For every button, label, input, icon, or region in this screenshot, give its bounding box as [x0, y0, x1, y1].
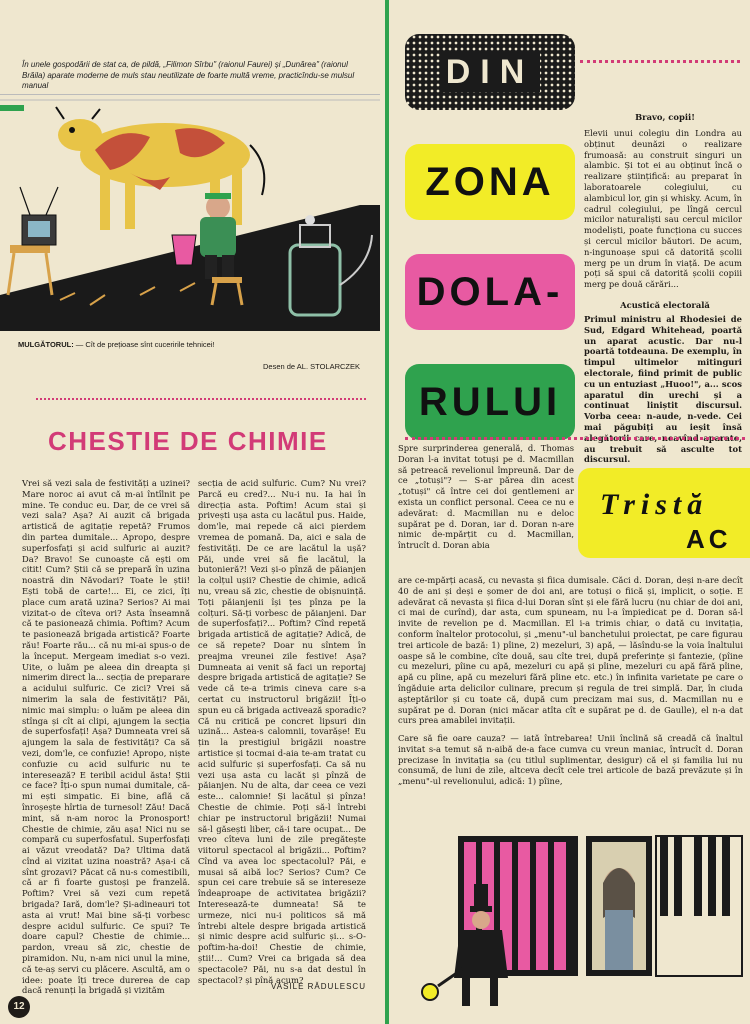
title-dotted-rule	[36, 398, 366, 400]
story-paragraph-2: are ce-mpărți acasă, cu nevasta și fiica dumisale. Căci d. Doran, deși n-are decît 40 de ani și deși e șomer de doi ani, are totuși o fiică și, implicit, o soție. E adevărat că nevasta și fiica d-lui Doran sînt și ele fără lucru (nu chiar de doi ani, ci mai de curînd), dar asta, cum spuneam, nu l-a împiedicat pe d. Doran să-l invite de revelion pe d. Macmillan. El i-a trimis chiar, o dată cu invitația, conform înaltelor protocolui, și „menu"-ul banchetului proiectat, pe care figurau trei articole de bază: 1) pîine, 2) mezeluri, 3) apă, — lăsîndu-se la voia înaltului oaspe să le combine, cîte două, sau cîte trei, după preferințe și fantezie, (pîine cu mezeluri, pîine cu apă, mezeluri cu apă și pîine, mezeluri cu apă fără pîine, apă cu pîine, apă cu mezeluri fără pîine etc. etc.) în infinita varietate pe care o îngăduie arta delicilor culinare, precum și regula de trei simplă. Dar, în ciuda așteptărilor și cu toate că, după cum precizam mai sus, d. Macmillan nu e supărat pe d. Doran (nici măcar atîta cît e supărat pe d. de Gaulle), el n-a dat curs prea amabilei invitații.	[398, 575, 743, 726]
story-title-2: AC	[686, 524, 732, 554]
story-paragraph-3: Care să fie oare cauza? — iată întrebarea! Unii înclină să creadă că înaltul invitat s-a temut să n-aibă de-a face cumva cu vreun maniac, întrucît d. Doran precizase în invitația sa (cu titlul suplimentar, desigur) că el și familia lui nu consumă, de luni de zile, altceva decît cele trei articole de bază prevăzute și în „menu"-ul revelionului, adică: 1) pîine,	[398, 733, 743, 787]
cartoon-caption-label: MULGĂTORUL:	[18, 340, 74, 349]
artist-credit: Desen de AL. STOLARCZEK	[263, 362, 360, 371]
column-divider	[385, 0, 389, 1024]
rubric-line-2: ZONA	[425, 159, 555, 204]
acustica-heading: Acustică electorală	[620, 300, 710, 310]
milking-cartoon-image	[0, 95, 380, 331]
rubric-dotted-rule	[580, 60, 740, 63]
story-dotted-rule	[405, 437, 745, 440]
page-number: 12	[8, 996, 30, 1018]
rubric-line-3: DOLA-	[416, 269, 564, 314]
cartoon-caption	[18, 340, 358, 350]
cartoon-caption-text: — Cît de prețioase sînt cuceririle tehnicei!	[75, 340, 215, 349]
bravo-text: Elevii unui colegiu din Londra au obținut deunăzi o realizare frumoasă: au construit singuri un alambic. Și tot ei au obținut încă o realizare științifică: au preparat în laboratoarele colegiului, cu alambicul lor, gin și whisky. Acum, în cadrul colegiului, pe lîngă cercul micilor naturaliști sau cercul micilor modeliști, poate funcționa cu succes și cercul micilor băutori. De acum, n-ingunoașe spui că datorită școlii merg pe un drum în viață. De acum poți să spui că datorită școlii copiii merg pe două cărări...	[584, 128, 742, 290]
rubric-title	[405, 34, 580, 464]
article-title: CHESTIE DE CHIMIE	[48, 426, 328, 456]
bravo-heading: Bravo, copii!	[635, 112, 695, 122]
story-illustration	[398, 818, 743, 1018]
cartoon-illustration	[0, 94, 380, 330]
cartoon-top-caption: În unele gospodării de stat ca, de pildă, „Filimon Sîrbu" (raionul Faurei) și „Dunărea" (raionul Brăila) aparate moderne de muls stau neutilizate de foarte multă vreme, practicîndu-se mulsul manual	[22, 60, 355, 90]
article-author: VASILE RĂDULESCU	[271, 982, 366, 991]
rubric-block-rului	[405, 364, 575, 440]
story-paragraph-1: Spre surprinderea generală, d. Thomas Doran l-a invitat totuși pe d. Macmillan să petreacă revelionul împreună. Dar de ce „totuși"? — S-ar părea din acest „totuși" că între cei doi gentlemeni ar exista un conflict personal. Ceea ce nu e adevărat: d. Macmillan nu e deloc supărat pe d. Doran, iar d. Doran n-are nimic de-mpărțit cu d. Macmillan, întrucît d. Doran abia	[398, 443, 574, 551]
acustica-text: Primul ministru al Rhodesiei de Sud, Edgard Whitehead, poartă un aparat acustic. Dar nu-l poartă totdeauna. De exemplu, în timpul ultimelor mitinguri electorale, fiind primit de public cu un entuziast „Huoo!", a... scos aparatul din urechi și a continuat liniștit discursul. Vorba ceea: n-aude, n-vede. Cei mai păgubiți au ieșit însă alegătorii care, neavînd aparate, au trebuit să asculte tot discursul.	[584, 314, 742, 465]
rubric-block-zona	[405, 144, 575, 220]
rubric-block-dola	[405, 254, 575, 330]
banquet-illustration-image	[398, 818, 743, 1018]
article-column-2: secția de acid sulfuric. Cum? Nu vrei? Parcă eu cred?... Nu-i nu. Ia hai în direcția asta. Poftim! Acum stai și privești ușa asta cu lacătul pus. Haide, dom'le, mai repede că aici pierdem vremea de pomană. Da, aici e sala de festivități. De ce are lacătul la ușă? Păi, unde vrei să fie lacătul, la butonieră?! Vezi și-o pînză de păianjen la colțul ușii? Chestie de chimie, adică nu, vreau să zic, chestie de obișnuință. Toți păianjenii își țes pînza pe la colțuri. Să-ți vorbesc de păianjeni. Dar de superfosfați?... Poftim? Cînd repetă brigada artistică de agitație? Adică, de ce să repete? Doar nu sîntem în preajma vreunei zile festive! Așa? Dumneata ai venit să faci un reportaj despre brigada artistică de agitație? Se vede că te-a trimis cineva care s-a certat cu instructorul brigăzii! Îți-o spun eu că brigada activează sporadic? Că nu critică pe concret lipsuri din uzină... Astea-s calomnii, tovarășe! Eu țin la prestigiul brigăzii noastre artistice și tocmai d-aia te-am tratat cu acid sulfuric și superfosfați. Ca să nu vezi ușa asta cu lacăt și pînză de păianjen. Nu de alta, dar ceea ce vezi este... calomnie! Și lacătul și pînza! Chestie de chimie. Poți să-l întrebi chiar pe instructorul brigăzii! Numai să-l găsești liber, că-i tare ocupat... De vreo cîteva luni de zile pregătește viitorul spectacol al brigăzii... Poftim? Cînd va avea loc spectacolul? Păi, e musai să aibă loc? Serios? Cum? Ce spun cei care trebuie să se intereseze îndeaproape de activitatea brigăzii? Interesează-te dumneata! Să te urmeze, nici nu-i politicos să mă întrebi altele despre brigada artistică și nimic despre acid sulfuric și... s-O-poftim-ha-doi! Chestie de chimie, știi!... Cum? Vrei ca brigada să dea spectacole? Păi, nu s-a dat destul în spectacol? și pînă acum?	[198, 478, 366, 985]
story-title-1: Tristă	[600, 488, 709, 521]
rubric-line-4: RULUI	[418, 379, 562, 424]
rubric-block-din	[405, 34, 575, 110]
rubric-line-1: DIN	[440, 53, 541, 92]
article-column-1: Vrei să vezi sala de festivități a uzinei? Mare noroc ai avut că m-ai întîlnit pe mine. Te conduc eu. Dar, de ce vrei să vezi sala? Așa? Ai auzit că brigada artistică de agitație repetă? Frumos din partea dumitale... Apropo, despre superfosfați și acid sulfuric ai auzit? Da? Bravo! Se cunoaște că ești om citit! Cum? Știi că se prepară în uzina noastră din Năvodari? Toate le știi! Ești tobă de carte!... Ei, ce zici, îți place cum arată uzina? Serios? Ai mai vizitat-o de cîteva ori? Asta înseamnă că te pasionează chimia. Poftim? Acum te pasionează brigada artistică? Foarte rău! Foarte rău... că nu mi-ai spus-o de la început. Mergeam imediat s-o vezi. Uite, o luăm pe aleea din dreapta și nimerim direct la... secția de preparare a acidului sulfuric. Ce zici? Vrei să nimerim la sala de festivități? Păi, nimic mai simplu: o luăm pe aleea din stînga și cît ai clipi, ajungem la secția de superfosfați! Așa? Dumneata vrei să ajungem la sala de festivități? Ca să vezi, dom'le, ce confuzie! Apropo, niște confuzie cu acid sulfuric nu te interesează? E teribil acidul ăsta! Știi ce face? Îți-o spun numai dumitale, că-mi ești simpatic. Ei bine, află că înroșește hîrtia de turnesol! Zău! Dacă mint, să n-am noroc la Pronosport! Chestie de chimie, zău așa! Nici nu se compară cu superfosfatul. Superfosfați ai văzut vreodată? Da? Ultima dată cînd ai vizitat uzina noastră? Așa-i că sînt grozavi? Păcat că nu-s comestibili, că ar fi foarte gustoși pe franzelă. Poftim? Vrei să vezi cum repetă brigada? Iară, dom'le? Și-adineauri tot asta ai vrut! Mai bine să-ți vorbesc despre acidul sulfuric. Ce spui? Te doare capul? Chestie de chimie... pardon, vreau să zic, chestie de piramidon. Nu, n-am nici unul la mine, că te-aș servi cu plăcere. Ascultă, am o idee: poate îți trece durerea de cap dacă renunți la brigadă și vizităm	[22, 478, 190, 996]
